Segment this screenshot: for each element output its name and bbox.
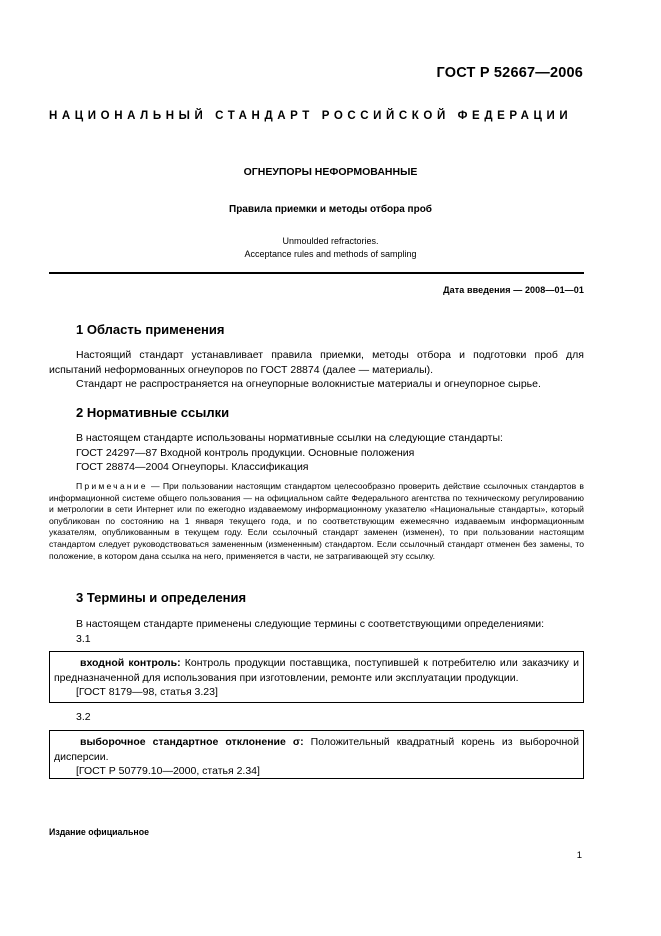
section2-note — [49, 481, 584, 562]
section1-paragraph2: Стандарт не распространяется на огнеупорные волокнистые материалы и огнеупорное сырье. — [76, 378, 541, 390]
document-code: ГОСТ Р 52667—2006 — [436, 65, 583, 81]
section1-heading: 1 Область применения — [76, 322, 225, 337]
section1-paragraph1: Настоящий стандарт устанавливает правила приемки, методы отбора и подготовки проб для испытаний неформованных огнеупоров по ГОСТ 28874 (далее — материалы). — [49, 349, 584, 376]
term1-term: входной контроль: — [80, 657, 181, 669]
term2-reference: [ГОСТ Р 50779.10—2000, статья 2.34] — [76, 765, 260, 777]
term2-definition — [50, 731, 583, 764]
english-title-line1: Unmoulded refractories. — [282, 236, 379, 246]
page-number: 1 — [576, 850, 582, 861]
term2-box — [49, 730, 584, 779]
term1-number: 3.1 — [76, 632, 91, 645]
term1-text: Контроль продукции поставщика, поступившей к потребителю или заказчику и предназначенной для использования при изготовлении, ремонте или эксплуатации продукции. — [54, 657, 579, 684]
english-title-line2: Acceptance rules and methods of sampling — [244, 249, 417, 259]
section2-heading: 2 Нормативные ссылки — [76, 405, 230, 420]
section2-ref2: ГОСТ 28874—2004 Огнеупоры. Классификация — [76, 461, 309, 473]
term1-reference: [ГОСТ 8179—98, статья 3.23] — [76, 686, 218, 698]
term2-number: 3.2 — [76, 711, 91, 723]
document-title: ОГНЕУПОРЫ НЕФОРМОВАННЫЕ — [243, 166, 418, 178]
title-divider — [49, 272, 584, 274]
national-standard-banner: НАЦИОНАЛЬНЫЙ СТАНДАРТ РОССИЙСКОЙ ФЕДЕРАЦИИ — [49, 110, 573, 122]
note-lead: Примечание — [76, 481, 148, 491]
section3-intro: В настоящем стандарте применены следующие термины с соответствующими определениями: — [76, 618, 545, 630]
section3-heading: 3 Термины и определения — [76, 590, 247, 605]
term2-term: выборочное стандартное отклонение σ: — [80, 736, 304, 748]
term1-definition — [50, 652, 583, 685]
document-subtitle: Правила приемки и методы отбора проб — [229, 204, 432, 215]
section2-ref1: ГОСТ 24297—87 Входной контроль продукции. Основные положения — [76, 446, 415, 459]
term2-text: Положительный квадратный корень из выборочной дисперсии. — [54, 736, 580, 763]
section2-intro: В настоящем стандарте использованы нормативные ссылки на следующие стандарты: — [76, 432, 503, 444]
introduction-date: Дата введения — 2008—01—01 — [443, 285, 584, 295]
note-body: — При пользовании настоящим стандартом целесообразно проверить действие ссылочных стандартов в информационной системе общего пользования — на официальном сайте Федерального агентства по техническому регулированию и метрологии в сети Интернет или по ежегодно издаваемому информационному указателю «Национальные стандарты», который опубликован по состоянию на 1 января текущего года, и по соответствующим ежемесячно издаваемым информационным указателям, опубликованным в текущем году. Если ссылочный стандарт заменен (изменен), то при пользовании настоящим стандартом следует руководствоваться замененным (измененным) стандартом. Если ссылочный стандарт отменен без замены, то положение, в котором дана ссылка на него, применяется в части, не затрагивающей эту ссылку. — [49, 481, 584, 561]
term1-box — [49, 651, 584, 703]
english-title — [0, 235, 661, 261]
edition-label: Издание официальное — [49, 827, 149, 837]
